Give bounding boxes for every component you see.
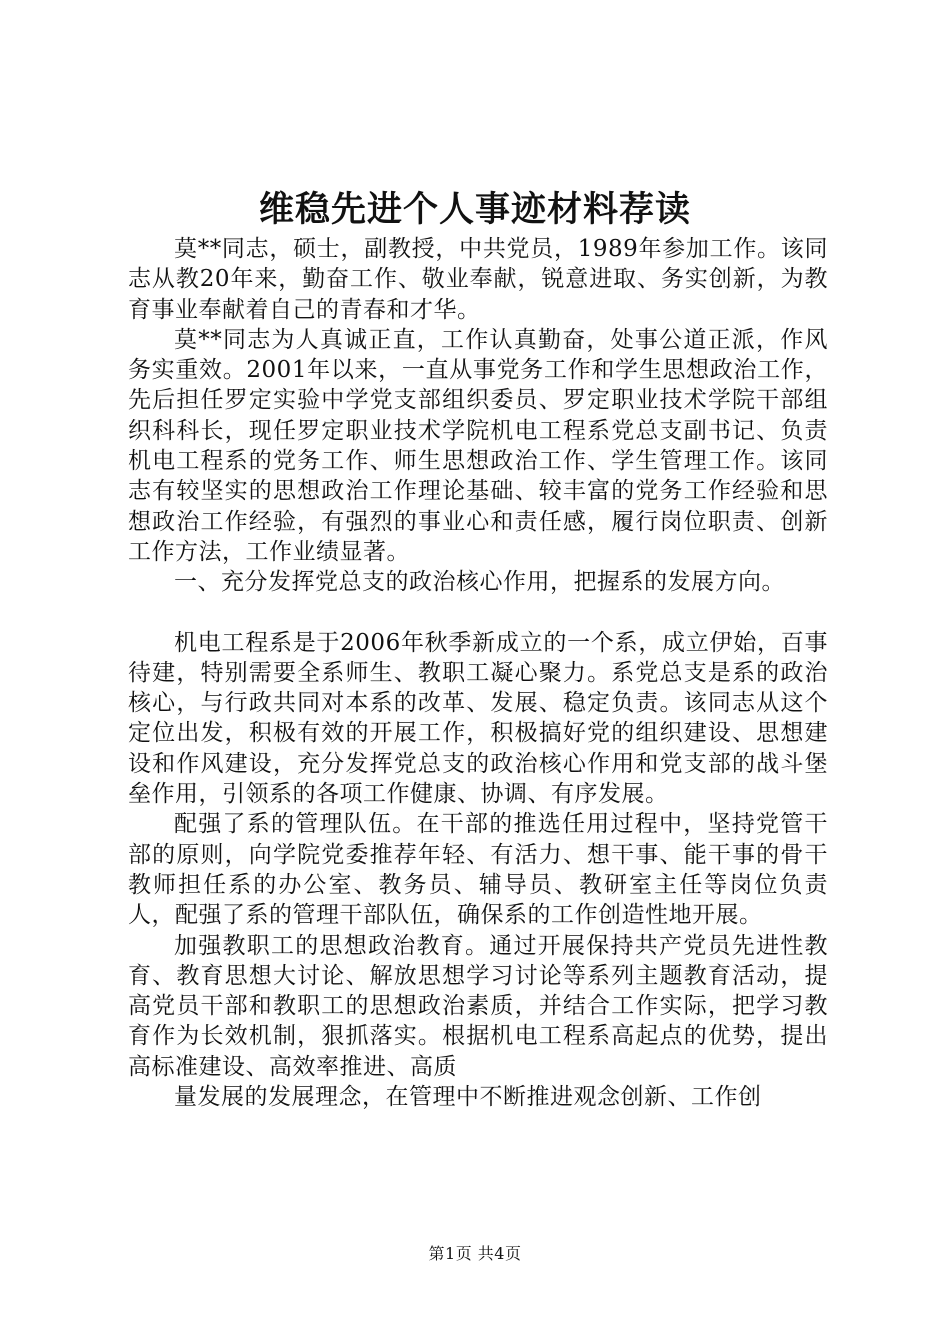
document-title: 维稳先进个人事迹材料荐读 [258, 189, 691, 230]
paragraph: 量发展的发展理念，在管理中不断推进观念创新、工作创 [174, 1084, 762, 1111]
paragraph: 莫**同志，硕士，副教授，中共党员，1989年参加工作。该同志从教20年来，勤奋工作、敬业奉献，锐意进取、务实创新，为教育事业奉献着自己的青春和才华。 [128, 236, 828, 323]
paragraph: 莫**同志为人真诚正直，工作认真勤奋，处事公道正派，作风务实重效。2001年以来，一直从事党务工作和学生思想政治工作，先后担任罗定实验中学党支部组织委员、罗定职业技术学院干部组织科科长，现任罗定职业技术学院机电工程系党总支副书记、负责机电工程系的党务工作、师生思想政治工作、学生管理工作。该同志有较坚实的思想政治工作理论基础、较丰富的党务工作经验和思想政治工作经验，有强烈的事业心和责任感，履行岗位职责、创新工作方法，工作业绩显著。 [128, 326, 828, 565]
section-heading: 一、充分发挥党总支的政治核心作用，把握系的发展方向。 [174, 569, 785, 596]
page-footer: 第1页 共4页 [428, 1244, 522, 1263]
paragraph: 配强了系的管理队伍。在干部的推选任用过程中，坚持党管干部的原则，向学院党委推荐年轻、有活力、想干事、能干事的骨干教师担任系的办公室、教务员、辅导员、教研室主任等岗位负责人，配强了系的管理干部队伍，确保系的工作创造性地开展。 [128, 811, 828, 929]
paragraph: 加强教职工的思想政治教育。通过开展保持共产党员先进性教育、教育思想大讨论、解放思想学习讨论等系列主题教育活动，提高党员干部和教职工的思想政治素质，并结合工作实际，把学习教育作为长效机制，狠抓落实。根据机电工程系高起点的优势，提出高标准建设、高效率推进、高质 [128, 932, 828, 1080]
document-body [128, 234, 828, 1112]
paragraph: 机电工程系是于2006年秋季新成立的一个系，成立伊始，百事待建，特别需要全系师生、教职工凝心聚力。系党总支是系的政治核心，与行政共同对本系的改革、发展、稳定负责。该同志从这个定位出发，积极有效的开展工作，积极搞好党的组织建设、思想建设和作风建设，充分发挥党总支的政治核心作用和党支部的战斗堡垒作用，引领系的各项工作健康、协调、有序发展。 [128, 629, 828, 808]
